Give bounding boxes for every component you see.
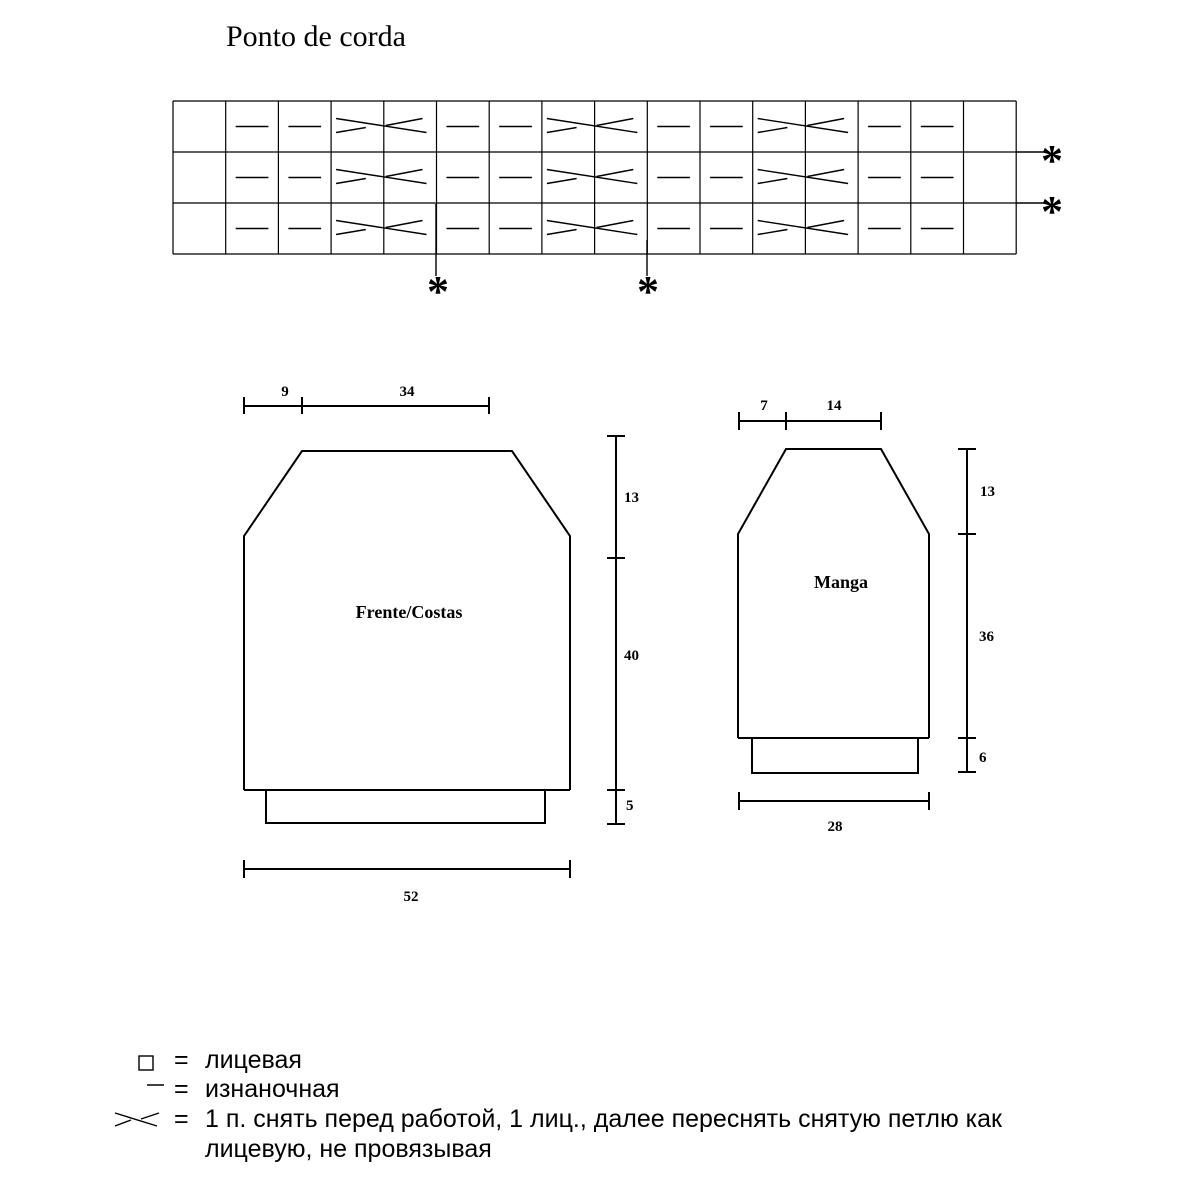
cable-symbol-short xyxy=(336,128,366,133)
legend-text-knit: лицевая xyxy=(205,1046,302,1074)
cable-symbol-short xyxy=(758,230,788,235)
cable-symbol-short xyxy=(547,128,577,133)
dim-label: 9 xyxy=(281,384,289,400)
cable-symbol-short xyxy=(597,221,634,228)
cable-symbol-short xyxy=(807,221,844,228)
repeat-marker: * xyxy=(1041,136,1063,185)
legend-text-cable-line1: 1 п. снять перед работой, 1 лиц., далее переснять снятую петлю как xyxy=(205,1105,1002,1133)
legend-eq: = xyxy=(174,1075,189,1103)
cable-symbol-short xyxy=(807,170,844,177)
cable-symbol-short xyxy=(386,119,423,126)
sleeve-schematic xyxy=(738,398,995,835)
legend-text-purl: изнаночная xyxy=(205,1075,340,1103)
legend xyxy=(115,1046,1003,1163)
legend-eq: = xyxy=(174,1046,189,1074)
dim-label: 5 xyxy=(626,798,634,814)
cable-symbol-short xyxy=(807,119,844,126)
front-back-schematic xyxy=(244,384,639,905)
cable-symbol-short xyxy=(386,170,423,177)
dim-label: 52 xyxy=(403,889,419,905)
sleeve-outline xyxy=(738,449,929,738)
dim-label: 7 xyxy=(760,398,768,414)
cable-symbol-short xyxy=(597,170,634,177)
cable-cross-icon xyxy=(115,1113,159,1126)
cable-symbol-short xyxy=(386,221,423,228)
repeat-marker: * xyxy=(427,267,449,316)
cable-symbol-short xyxy=(547,179,577,184)
sleeve-label: Manga xyxy=(814,572,868,592)
cable-symbol-short xyxy=(336,179,366,184)
diagram-title: Ponto de corda xyxy=(226,20,406,53)
sleeve-cuff xyxy=(752,738,918,773)
stitch-chart xyxy=(173,101,1063,316)
dim-label: 13 xyxy=(624,490,639,506)
cable-symbol-short xyxy=(336,230,366,235)
cable-symbol-short xyxy=(547,230,577,235)
dim-label: 36 xyxy=(979,629,994,645)
cable-symbol-short xyxy=(758,179,788,184)
cable-symbol-short xyxy=(758,128,788,133)
legend-text-cable-line2: лицевую, не провязывая xyxy=(205,1135,492,1163)
dim-label: 6 xyxy=(979,750,987,766)
front-back-ribbing xyxy=(266,790,545,823)
repeat-marker: * xyxy=(1041,187,1063,236)
knit-square-icon xyxy=(139,1056,153,1070)
dim-label: 28 xyxy=(827,819,843,835)
repeat-marker: * xyxy=(637,267,659,316)
legend-eq: = xyxy=(174,1105,189,1133)
front-back-label: Frente/Costas xyxy=(355,602,463,622)
cable-symbol-short xyxy=(597,119,634,126)
dim-label: 14 xyxy=(826,398,842,414)
dim-label: 40 xyxy=(624,648,639,664)
dim-label: 34 xyxy=(399,384,415,400)
dim-label: 13 xyxy=(980,484,995,500)
